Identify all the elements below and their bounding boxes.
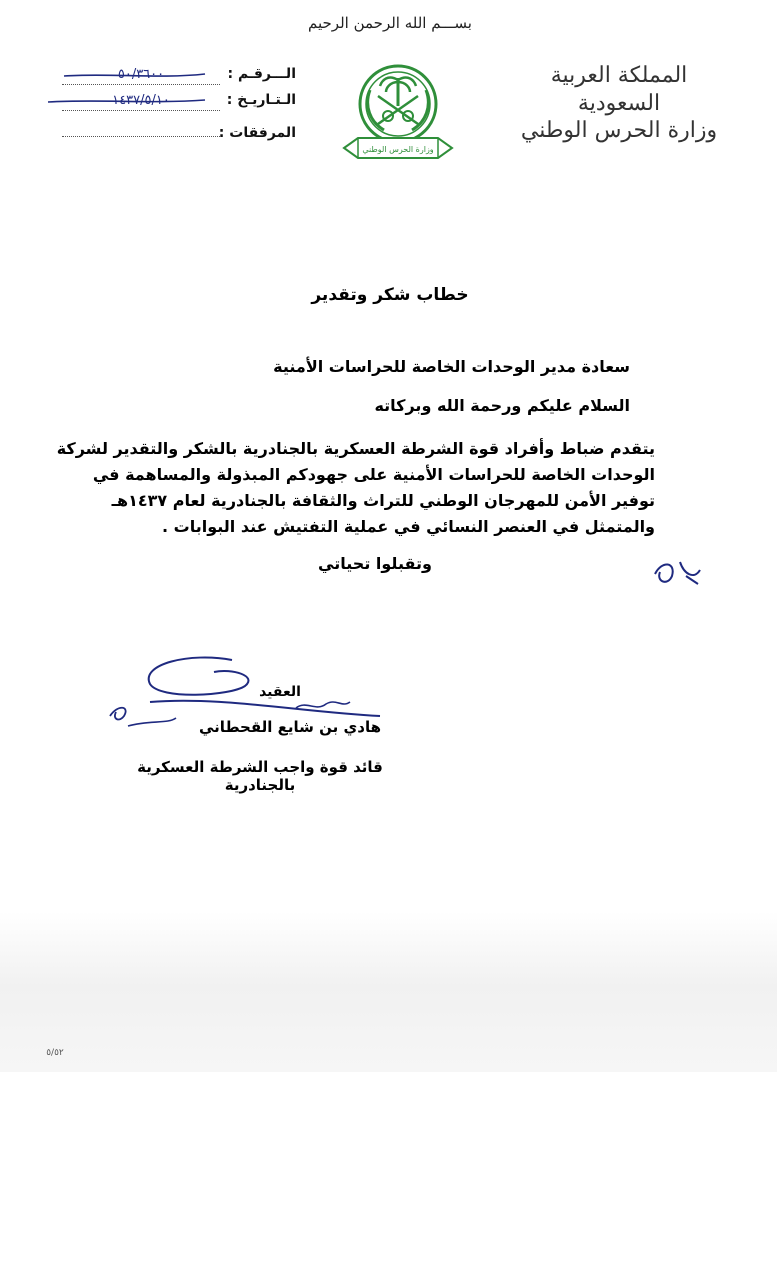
letter-body bbox=[56, 436, 655, 540]
letter-title: خطاب شكر وتقدير bbox=[311, 285, 469, 305]
reference-number-value: ٥٠/٣٦٠٠ bbox=[62, 66, 220, 85]
kingdom-name: المملكة العربية السعودية bbox=[550, 63, 688, 116]
signer-name: هادي بن شايع القحطاني bbox=[199, 718, 381, 736]
reference-date-value: ١٤٣٧/٥/١٠ bbox=[62, 92, 220, 111]
emblem-ribbon-text: وزارة الحرس الوطني bbox=[362, 145, 434, 154]
signature-date-scribble bbox=[296, 702, 350, 708]
signature-loop bbox=[149, 657, 249, 694]
body-line: والمتمثل في العنصر النسائي في عملية التفتيش عند البوابات . bbox=[161, 517, 655, 536]
reference-block bbox=[56, 66, 296, 144]
letter-addressee: سعادة مدير الوحدات الخاصة للحراسات الأمنية bbox=[273, 357, 630, 376]
letter-closing: وتقبلوا تحياتي bbox=[318, 554, 432, 573]
body-line: الوحدات الخاصة للحراسات الأمنية على جهودكم المبذولة والمساهمة في bbox=[92, 465, 655, 484]
ministry-name: وزارة الحرس الوطني bbox=[520, 118, 718, 143]
national-guard-emblem-icon bbox=[336, 60, 461, 170]
body-line: توفير الأمن للمهرجان الوطني للتراث والثقافة بالجنادرية لعام ١٤٣٧هـ bbox=[111, 491, 655, 510]
signature-line bbox=[150, 701, 380, 716]
reference-attachments-value bbox=[62, 118, 220, 137]
signer-rank: العقيد bbox=[259, 684, 301, 700]
reference-attachments-row bbox=[56, 118, 296, 144]
basmala: بســـم الله الرحمن الرحيم bbox=[308, 14, 472, 32]
reference-attachments-label: المرفقات : bbox=[218, 125, 296, 141]
signature-hijri-mark bbox=[110, 708, 126, 720]
reference-date-row bbox=[56, 92, 296, 118]
signer-title: قائد قوة واجب الشرطة العسكرية بالجنادرية bbox=[137, 758, 383, 794]
reference-date-label: الـتـاريـخ : bbox=[226, 92, 296, 108]
ministry-header bbox=[509, 62, 729, 145]
body-line: يتقدم ضباط وأفراد قوة الشرطة العسكرية بالجنادرية بالشكر والتقدير لشركة bbox=[56, 439, 655, 458]
reference-number-label: الـــرقـم : bbox=[227, 66, 296, 82]
signature-date-stroke bbox=[128, 718, 176, 726]
page-number: ٥/٥٢ bbox=[46, 1048, 64, 1058]
letter-greeting: السلام عليكم ورحمة الله وبركاته bbox=[374, 396, 630, 415]
reference-number-row bbox=[56, 66, 296, 92]
initials-mark bbox=[655, 562, 700, 584]
